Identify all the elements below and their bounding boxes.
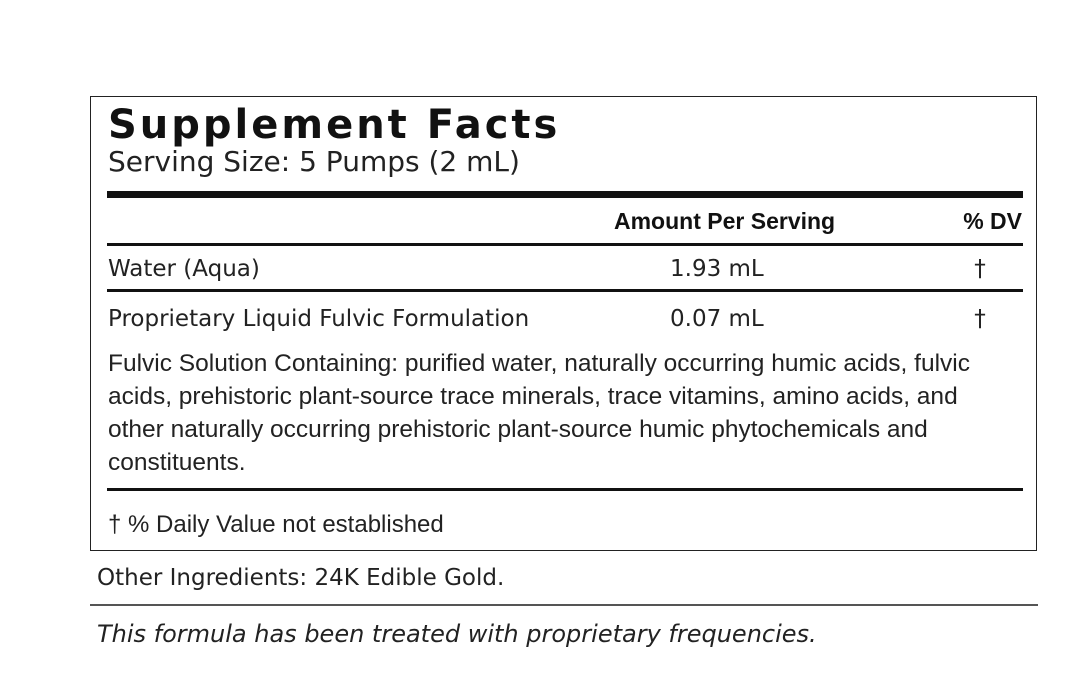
formula-note: This formula has been treated with proprietary frequencies.: [97, 620, 817, 648]
row-divider: [107, 289, 1023, 292]
ingredient-amount: 1.93 mL: [670, 256, 764, 282]
daily-value-footnote: † % Daily Value not established: [108, 511, 444, 538]
thick-divider: [107, 191, 1023, 198]
amount-per-serving-header: Amount Per Serving: [614, 208, 836, 234]
serving-size: Serving Size: 5 Pumps (2 mL): [108, 145, 520, 178]
header-divider: [107, 243, 1023, 246]
ingredient-name: Proprietary Liquid Fulvic Formulation: [108, 306, 530, 332]
footnote-divider: [107, 488, 1023, 491]
formulation-description: Fulvic Solution Containing: purified water, naturally occurring humic acids, fulvic acids, prehistoric plant-source trace minerals, trace vitamins, amino acids, and other naturally occurring prehistoric plant-source humic phytochemicals and constituents.: [108, 350, 970, 476]
bottom-divider: [90, 604, 1038, 606]
supplement-facts-panel: [90, 96, 1037, 551]
ingredient-amount: 0.07 mL: [670, 306, 764, 332]
ingredient-dv: †: [974, 306, 986, 332]
other-ingredients: Other Ingredients: 24K Edible Gold.: [97, 565, 505, 591]
panel-title: Supplement Facts: [108, 102, 561, 148]
ingredient-name: Water (Aqua): [108, 256, 260, 282]
daily-value-header: % DV: [963, 208, 1022, 234]
ingredient-dv: †: [974, 256, 986, 282]
